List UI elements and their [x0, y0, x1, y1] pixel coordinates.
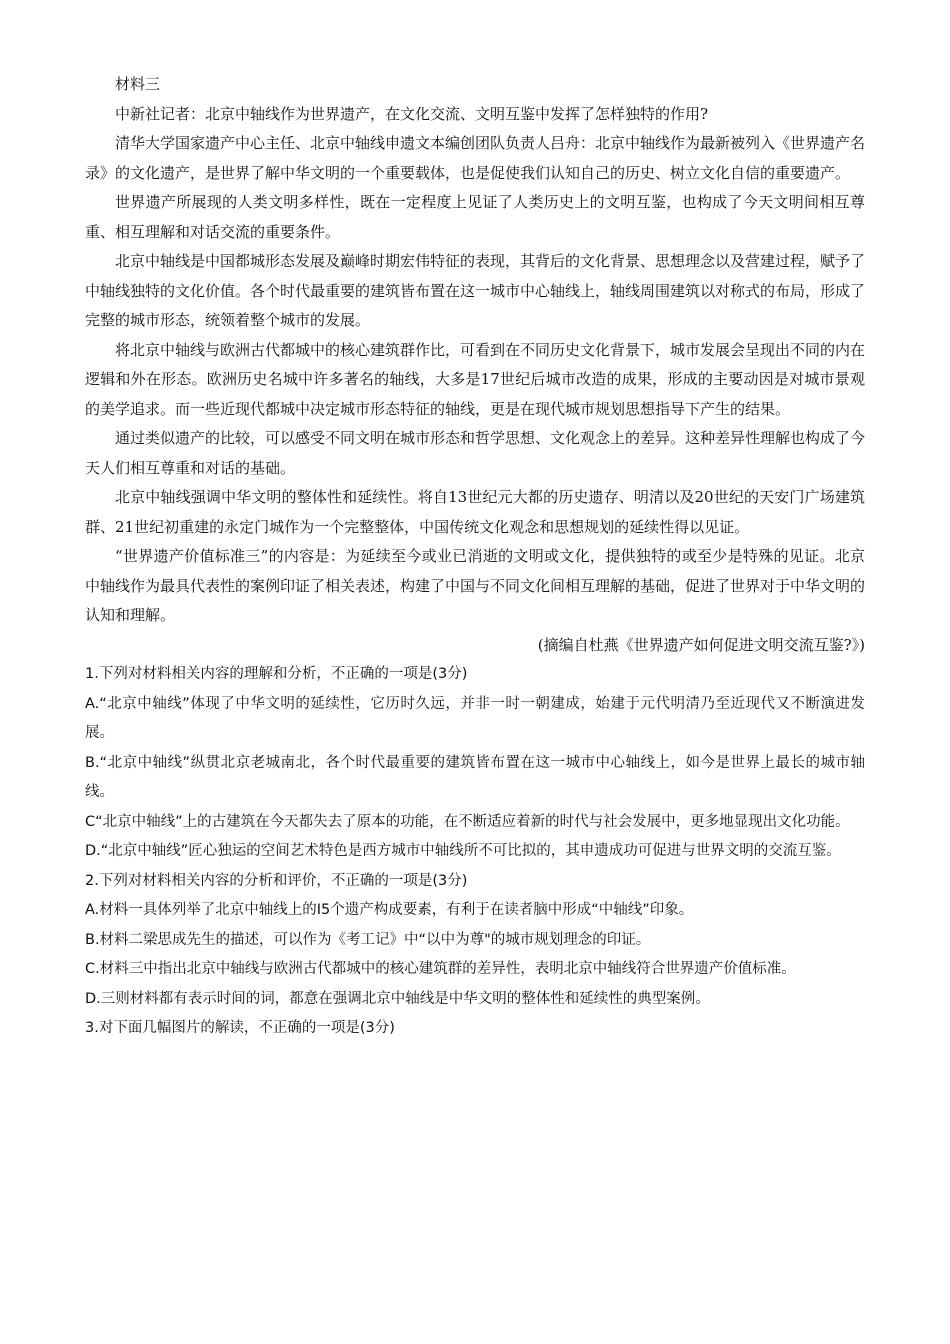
option-c: C“北京中轴线”上的古建筑在今天都失去了原本的功能，在不断适应着新的时代与社会发展中，更多地显现出文化功能。 — [85, 813, 850, 830]
material-paragraph: 清华大学国家遗产中心主任、北京中轴线申遗文本编创团队负责人吕舟：北京中轴线作为最新被列入《世界遗产名录》的文化遗产，是世界了解中华文明的一个重要载体，也是促使我们认知自己的历史、树立文化自信的重要遗产。 — [85, 134, 866, 182]
question-2 — [85, 867, 865, 1015]
option-b: B.“北京中轴线”纵贯北京老城南北，各个时代最重要的建筑皆布置在这一城市中心轴线上，如今是世界上最长的城市轴线。 — [85, 754, 865, 800]
exam-page — [85, 70, 865, 1044]
material-heading: 材料三 — [115, 75, 161, 93]
option-b: B.材料二梁思成先生的描述，可以作为《考工记》中“以中为尊"的城市规划理念的印证。 — [85, 931, 651, 948]
material-paragraph: 中新社记者：北京中轴线作为世界遗产，在文化交流、文明互鉴中发挥了怎样独特的作用? — [115, 104, 709, 123]
option-a: A.“北京中轴线”体现了中华文明的延续性，它历时久远，并非一时一朝建成，始建于元代明清乃至近现代又不断演进发展。 — [85, 695, 865, 741]
question-1 — [85, 660, 865, 867]
material-source: (摘编自杜燕《世界遗产如何促进文明交流互鉴?》) — [537, 635, 865, 654]
option-a: A.材料一具体列举了北京中轴线上的I5个遗产构成要素，有利于在读者脑中形成“中轴线”印象。 — [85, 902, 694, 918]
option-c: C.材料三中指出北京中轴线与欧洲古代都城中的核心建筑群的差异性，表明北京中轴线符合世界遗产价值标准。 — [85, 961, 796, 977]
option-d: D.“北京中轴线”匠心独运的空间艺术特色是西方城市中轴线所不可比拟的，其申遗成功可促进与世界文明的交流互鉴。 — [85, 843, 841, 859]
question-stem: 3.对下面几幅图片的解读，不正确的一项是(3分) — [85, 1020, 395, 1036]
question-3 — [85, 1014, 865, 1044]
material-paragraph: 北京中轴线是中国都城形态发展及巅峰时期宏伟特征的表现，其背后的文化背景、思想理念以及营建过程，赋予了中轴线独特的文化价值。各个时代最重要的建筑皆布置在这一城市中心轴线上，轴线周围建筑以对称式的布局，形成了完整的城市形态，统领着整个城市的发展。 — [85, 252, 866, 329]
material-paragraph: 世界遗产所展现的人类文明多样性，既在一定程度上见证了人类历史上的文明互鉴，也构成了今天文明间相互尊重、相互理解和对话交流的重要条件。 — [85, 193, 865, 241]
material-paragraph: 北京中轴线强调中华文明的整体性和延续性。将自13世纪元大都的历史遗存、明清以及20世纪的天安门广场建筑群、21世纪初重建的永定门城作为一个完整整体，中国传统文化观念和思想规划的延续性得以见证。 — [85, 488, 865, 536]
material-paragraph: 通过类似遗产的比较，可以感受不同文明在城市形态和哲学思想、文化观念上的差异。这种差异性理解也构成了今天人们相互尊重和对话的基础。 — [85, 429, 866, 477]
option-d: D.三则材料都有表示时间的词，都意在强调北京中轴线是中华文明的整体性和延续性的典型案例。 — [85, 990, 710, 1007]
question-stem: 1.下列对材料相关内容的理解和分析，不正确的一项是(3分) — [85, 666, 468, 682]
material-paragraph: 将北京中轴线与欧洲古代都城中的核心建筑群作比，可看到在不同历史文化背景下，城市发展会呈现出不同的内在逻辑和外在形态。欧洲历史名城中许多著名的轴线，大多是17世纪后城市改造的成果，形成的主要动因是对城市景观的美学追求。而一些近现代都城中决定城市形态特征的轴线，更是在现代城市规划思想指导下产生的结果。 — [85, 340, 866, 418]
material-paragraph: “世界遗产价值标准三”的内容是：为延续至今或业已消逝的文明或文化，提供独特的或至少是特殊的见证。北京中轴线作为最具代表性的案例印证了相关表述，构建了中国与不同文化间相互理解的基础，促进了世界对于中华文明的认知和理解。 — [85, 547, 866, 624]
question-stem: 2.下列对材料相关内容的分析和评价，不正确的一项是(3分) — [85, 872, 468, 889]
